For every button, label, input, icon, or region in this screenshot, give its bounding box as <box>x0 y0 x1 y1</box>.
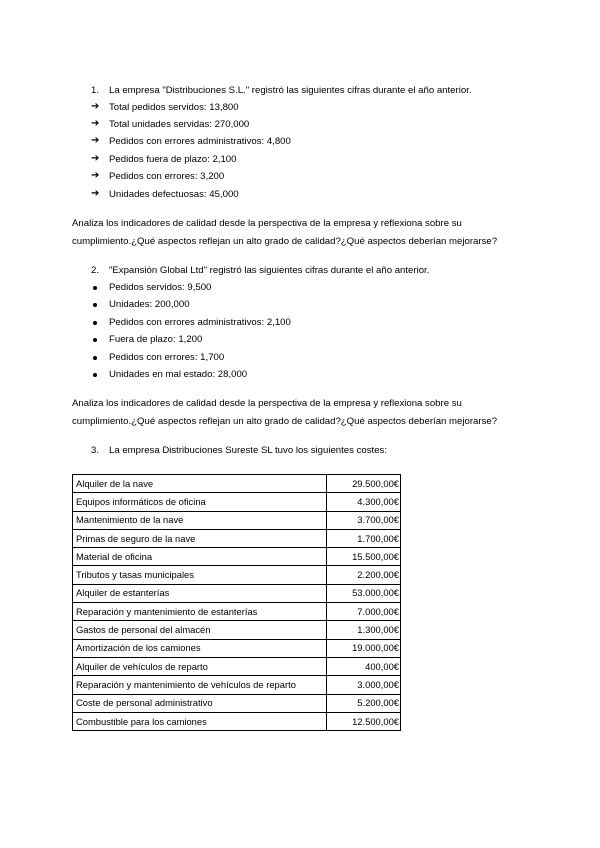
list-item: Pedidos con errores: 1,700 <box>109 352 225 363</box>
table-row <box>73 621 401 639</box>
cost-concept: Coste de personal administrativo <box>73 694 327 712</box>
cost-concept: Alquiler de estanterías <box>73 584 327 602</box>
list-item: Pedidos fuera de plazo: 2,100 <box>109 154 237 165</box>
arrow-bullet-icon: ➔ <box>91 101 100 112</box>
dot-bullet-icon <box>93 321 97 325</box>
list-item: Pedidos con errores administrativos: 2,100 <box>109 317 291 328</box>
list-item: Pedidos servidos: 9,500 <box>109 282 212 293</box>
section1-heading: La empresa "Distribuciones S.L." registró las siguientes cifras durante el año anterior. <box>109 85 472 96</box>
cost-amount: 29.500,00€ <box>327 475 401 493</box>
arrow-bullet-icon: ➔ <box>91 118 100 129</box>
cost-amount: 19.000,00€ <box>327 639 401 657</box>
costs-table <box>72 474 401 731</box>
cost-amount: 400,00€ <box>327 657 401 675</box>
cost-amount: 7.000,00€ <box>327 603 401 621</box>
list-item: Fuera de plazo: 1,200 <box>109 334 203 345</box>
arrow-bullet-icon: ➔ <box>91 153 100 164</box>
dot-bullet-icon <box>93 286 97 290</box>
table-row <box>73 639 401 657</box>
section2-number: 2. <box>91 265 100 276</box>
dot-bullet-icon <box>93 356 97 360</box>
cost-concept: Amortización de los camiones <box>73 639 327 657</box>
cost-amount: 3.000,00€ <box>327 676 401 694</box>
cost-amount: 15.500,00€ <box>327 548 401 566</box>
list-item: Unidades defectuosas: 45,000 <box>109 189 239 200</box>
cost-concept: Reparación y mantenimiento de vehículos de reparto <box>73 676 327 694</box>
section3-heading: La empresa Distribuciones Sureste SL tuvo los siguientes costes: <box>109 445 388 456</box>
list-item: Unidades en mal estado: 28,000 <box>109 369 248 380</box>
table-row <box>73 529 401 547</box>
cost-amount: 12.500,00€ <box>327 712 401 730</box>
cost-concept: Tributos y tasas municipales <box>73 566 327 584</box>
list-item: Total pedidos servidos: 13,800 <box>109 102 239 113</box>
arrow-bullet-icon: ➔ <box>91 170 100 181</box>
table-row <box>73 657 401 675</box>
cost-concept: Equipos informáticos de oficina <box>73 493 327 511</box>
section2-question-line2: cumplimiento.¿Qué aspectos reflejan un alto grado de calidad?¿Qué aspectos deberían mejorarse? <box>72 416 498 427</box>
list-item: Pedidos con errores: 3,200 <box>109 171 225 182</box>
section1-question-line1: Analiza los indicadores de calidad desde la perspectiva de la empresa y reflexiona sobre su <box>72 218 462 229</box>
table-row <box>73 511 401 529</box>
cost-concept: Alquiler de vehículos de reparto <box>73 657 327 675</box>
list-item: Unidades: 200,000 <box>109 299 190 310</box>
cost-concept: Alquiler de la nave <box>73 475 327 493</box>
cost-amount: 3.700,00€ <box>327 511 401 529</box>
cost-concept: Mantenimiento de la nave <box>73 511 327 529</box>
cost-amount: 5.200,00€ <box>327 694 401 712</box>
cost-amount: 4.300,00€ <box>327 493 401 511</box>
cost-amount: 1.700,00€ <box>327 529 401 547</box>
dot-bullet-icon <box>93 303 97 307</box>
cost-amount: 2.200,00€ <box>327 566 401 584</box>
arrow-bullet-icon: ➔ <box>91 188 100 199</box>
arrow-bullet-icon: ➔ <box>91 135 100 146</box>
list-item: Pedidos con errores administrativos: 4,800 <box>109 136 291 147</box>
table-row <box>73 493 401 511</box>
section1-number: 1. <box>91 85 100 96</box>
section2-question-line1: Analiza los indicadores de calidad desde la perspectiva de la empresa y reflexiona sobre su <box>72 398 462 409</box>
section3-number: 3. <box>91 445 100 456</box>
list-item: Total unidades servidas: 270,000 <box>109 119 250 130</box>
table-row <box>73 676 401 694</box>
table-row <box>73 712 401 730</box>
cost-amount: 53.000,00€ <box>327 584 401 602</box>
cost-concept: Primas de seguro de la nave <box>73 529 327 547</box>
table-row <box>73 475 401 493</box>
cost-concept: Gastos de personal del almacén <box>73 621 327 639</box>
table-row <box>73 566 401 584</box>
table-row <box>73 584 401 602</box>
table-row <box>73 694 401 712</box>
cost-concept: Reparación y mantenimiento de estanterías <box>73 603 327 621</box>
table-row <box>73 548 401 566</box>
table-row <box>73 603 401 621</box>
cost-concept: Combustible para los camiones <box>73 712 327 730</box>
section2-heading: "Expansión Global Ltd" registró las siguientes cifras durante el año anterior. <box>109 265 430 276</box>
section1-question-line2: cumplimiento.¿Qué aspectos reflejan un alto grado de calidad?¿Qué aspectos deberían mejorarse? <box>72 236 498 247</box>
dot-bullet-icon <box>93 338 97 342</box>
cost-concept: Material de oficina <box>73 548 327 566</box>
dot-bullet-icon <box>93 373 97 377</box>
cost-amount: 1.300,00€ <box>327 621 401 639</box>
